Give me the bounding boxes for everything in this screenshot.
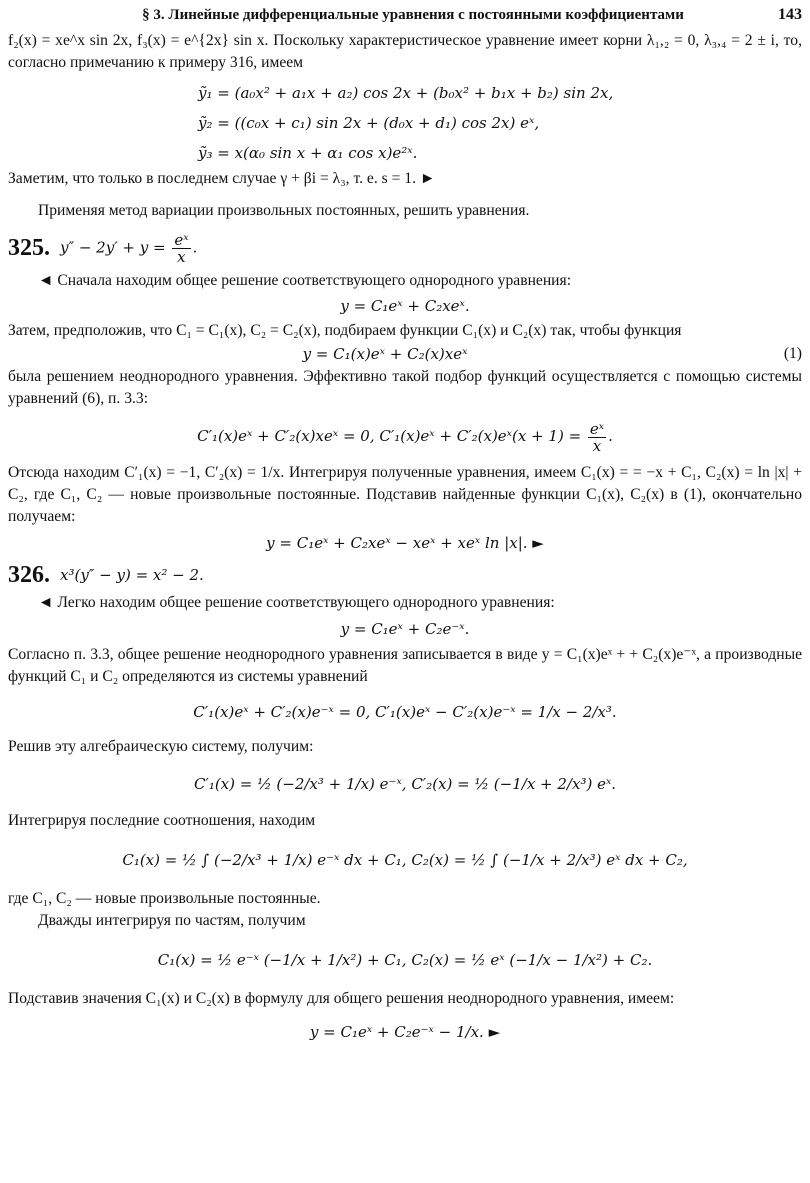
problem-number: 326. (8, 562, 50, 588)
denominator: x (177, 247, 186, 266)
formula-c-values: C₁(x) = ½ e⁻ˣ (−1/x + 1/x²) + C₁, C₂(x) = ½ eˣ (−1/x − 1/x²) + C₂. (157, 951, 653, 969)
formula-system-1 (8, 410, 802, 462)
paragraph-roots: f₂(x) = xe^x sin 2x, f₃(x) = e^{2x} sin x. Поскольку характеристическое уравнение имеет корни λ₁,₂ = 0, λ₃,₄ = 2 ± i, то, согласно примечанию к примеру 316, имеем (8, 32, 802, 71)
paragraph-form: Согласно п. 3.3, общее решение неоднородного уравнения записывается в виде y = C₁(x)eˣ + + C₂(x)e⁻ˣ, а производные функций C₁ и C₂ определяются из системы уравнений (8, 646, 802, 685)
paragraph-homogeneous-326: ◄ Легко находим общее решение соответствующего однородного уравнения: (38, 594, 555, 611)
system-end: . (608, 427, 613, 445)
paragraph-substitute: Подставив значения C₁(x) и C₂(x) в формулу для общего решения неоднородного уравнения, имеем: (8, 990, 675, 1007)
paragraph-system: была решением неоднородного уравнения. Эффективно такой подбор функций осуществляется с помощью системы уравнений (6), п. 3.3: (8, 368, 802, 407)
formula-y1: ỹ₁ = (a₀x² + a₁x + a₂) cos 2x + (b₀x² + b₁x + b₂) sin 2x, (198, 84, 614, 102)
paragraph-integrate: Отсюда находим C′₁(x) = −1, C′₂(x) = 1/x. Интегрируя полученные уравнения, имеем C₁(x) = = −x + C₁, C₂(x) = ln |x| + C₂, где C₁, C₂ — новые произвольные постоянные. Подставив найденные функции C₁(x), C₂(x) в (1), окончательно получаем: (8, 464, 802, 525)
paragraph-constants: где C₁, C₂ — новые произвольные постоянные. (8, 890, 321, 907)
formula-y3: ỹ₃ = x(α₀ sin x + α₁ cos x)e²ˣ. (198, 144, 418, 162)
denominator: x (592, 436, 602, 455)
system-lhs: C′₁(x)eˣ + C′₂(x)xeˣ = 0, C′₁(x)eˣ + C′₂(x)eˣ(x + 1) = (197, 427, 582, 445)
formula-result-325: y = C₁eˣ + C₂xeˣ − xeˣ + xeˣ ln |x|. ► (266, 534, 544, 552)
paragraph-assume: Затем, предположив, что C₁ = C₁(x), C₂ = C₂(x), подбираем функции C₁(x) и C₂(x) так, чтобы функция (8, 322, 682, 339)
formula-system-326: C′₁(x)eˣ + C′₂(x)e⁻ˣ = 0, C′₁(x)eˣ − C′₂(x)e⁻ˣ = 1/x − 2/x³. (193, 703, 617, 721)
equation-end: . (192, 238, 198, 256)
paragraph-homogeneous: ◄ Сначала находим общее решение соответствующего однородного уравнения: (38, 272, 572, 289)
paragraph-note: Заметим, что только в последнем случае γ + βi = λ₃, т. е. s = 1. ► (8, 170, 436, 187)
fraction (588, 421, 606, 454)
paragraph-solve: Решив эту алгебраическую систему, получим: (8, 738, 314, 755)
formula-general-326: y = C₁eˣ + C₂e⁻ˣ. (340, 620, 470, 638)
problem-325 (8, 226, 802, 270)
paragraph-integrate-326: Интегрируя последние соотношения, находим (8, 812, 316, 829)
numerator: eˣ (589, 419, 605, 438)
problem-equation: x³(y″ − y) = x² − 2. (60, 566, 204, 584)
page-header (8, 4, 802, 30)
fraction (172, 232, 190, 265)
problem-number: 325. (8, 235, 50, 261)
equation-number: (1) (783, 345, 802, 362)
formula-integrals: C₁(x) = ½ ∫ (−2/x³ + 1/x) e⁻ˣ dx + C₁, C₂(x) = ½ ∫ (−1/x + 2/x³) eˣ dx + C₂, (122, 851, 688, 869)
paragraph-by-parts: Дважды интегрируя по частям, получим (38, 912, 306, 929)
problem-326 (8, 558, 802, 592)
formula-derivatives: C′₁(x) = ½ (−2/x³ + 1/x) e⁻ˣ, C′₂(x) = ½ (−1/x + 2/x³) eˣ. (193, 775, 617, 793)
equation-lhs: y″ − 2y′ + y = (60, 238, 166, 256)
formula-final: y = C₁eˣ + C₂e⁻ˣ − 1/x. ► (309, 1023, 501, 1041)
formula-trial: y = C₁(x)eˣ + C₂(x)xeˣ (302, 345, 468, 363)
formula-y2: ỹ₂ = ((c₀x + c₁) sin 2x + (d₀x + d₁) cos 2x) eˣ, (198, 114, 540, 132)
formula-general: y = C₁eˣ + C₂xeˣ. (340, 297, 470, 315)
numerator: eˣ (174, 230, 189, 249)
formula-row-1 (8, 342, 802, 366)
section-title: § 3. Линейные дифференциальные уравнения с постоянными коэффициентами (142, 7, 684, 23)
problem-equation (60, 232, 197, 265)
page-number: 143 (778, 6, 802, 23)
paragraph-task: Применяя метод вариации произвольных постоянных, решить уравнения. (38, 202, 530, 219)
